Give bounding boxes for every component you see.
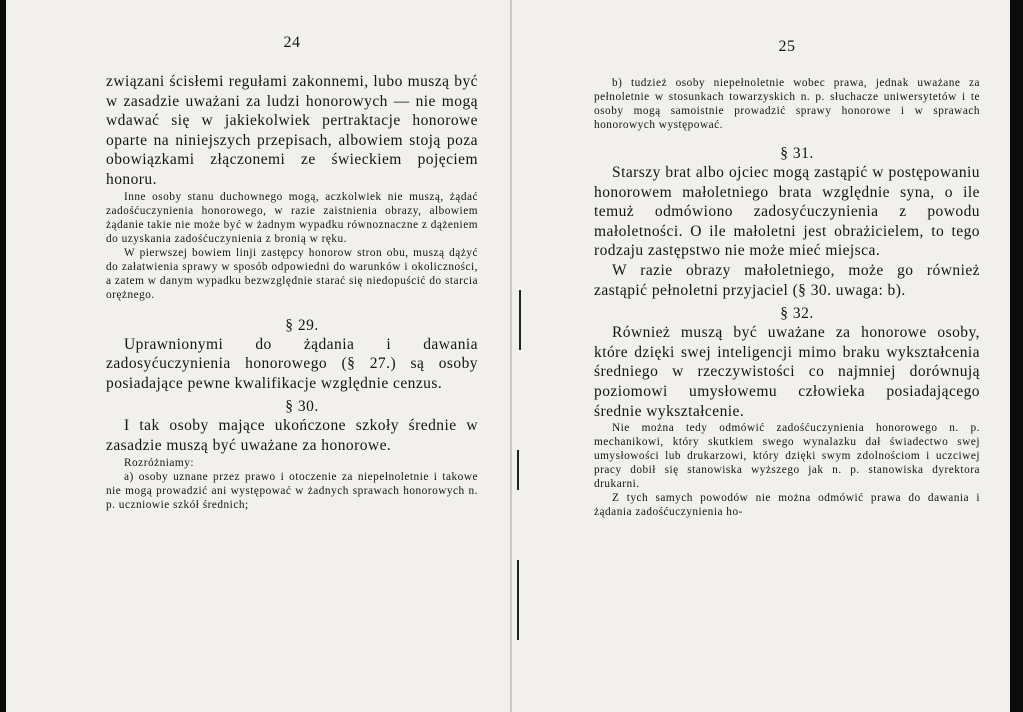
scan-artifact-line xyxy=(517,560,519,640)
page-number-right: 25 xyxy=(778,38,796,55)
paragraph: I tak osoby mające ukończone szkoły średnie w zasadzie muszą być uważane za honorowe. xyxy=(106,417,478,454)
scan-artifact-line xyxy=(519,290,521,350)
small-paragraph: Inne osoby stanu duchownego mogą, aczkolwiek nie muszą, żądać zadośćuczynienia honorowego, w razie zaistnienia obrazy, albowiem żądanie takie nie może być w żadnym wypadku równoznaczne z dążeniem do uzyskania zadośćuczynienia z bronią w ręku. xyxy=(106,190,478,245)
section-heading: § 31. xyxy=(780,145,814,162)
paragraph: związani ścisłemi regułami zakonnemi, lubo muszą być w zasadzie uważani za ludzi honorowych — nie mogą wdawać się w jakiekolwiek pertraktacje honorowe oparte na niniejszych przepisach, albowiem stoją poza obowiązkami złączonemi ze świeckiem pojęciem honoru. xyxy=(106,73,478,188)
section-heading: § 29. xyxy=(285,316,319,334)
small-paragraph: Nie można tedy odmówić zadośćuczynienia honorowego n. p. mechanikowi, który skutkiem swego wynalazku dał świadectwo swej umysłowości lub drukarzowi, który dzięki swym zdolnościom i uczciwej pracy dobił się stanowiska wyższego jak n. p. stanowiska dyrektora drukarni. xyxy=(594,422,980,491)
page-number-left: 24 xyxy=(283,34,301,51)
small-paragraph: W pierwszej bowiem linji zastępcy honorow stron obu, muszą dążyć do załatwienia sprawy w sposób odpowiedni do warunków i okoliczności, a zatem w danym wypadku bezwzględnie starać się niedopuścić do starcia orężnego. xyxy=(106,246,478,301)
left-page xyxy=(6,0,512,712)
section-heading: § 30. xyxy=(285,398,319,416)
paragraph: W razie obrazy małoletniego, może go również zastąpić pełnoletni przyjaciel (§ 30. uwaga: b). xyxy=(594,261,980,299)
left-page-body xyxy=(106,72,478,512)
small-paragraph: Rozróżniamy: xyxy=(124,456,194,469)
right-page-body xyxy=(594,76,980,519)
right-page xyxy=(512,0,1010,712)
scan-artifact-line xyxy=(517,450,519,490)
small-paragraph: b) tudzież osoby niepełnoletnie wobec prawa, jednak uważane za pełnoletnie w stosunkach towarzyskich n. p. słuchacze uniwersytetów i te osoby mogą samoistnie prowadzić sprawy honorowe i w sprawach honorowych występować. xyxy=(594,77,980,131)
section-heading: § 32. xyxy=(780,305,814,323)
paragraph: Również muszą być uważane za honorowe osoby, które dzięki swej inteligencji mimo braku wykształcenia średniego w rzeczywistości co najmniej dorównują poziomowi umysłowemu człowieka posiadającego średnie wykształcenie. xyxy=(594,324,980,420)
right-edge-shadow xyxy=(1010,0,1023,712)
paragraph: Starszy brat albo ojciec mogą zastąpić w postępowaniu honorowem małoletniego brata względnie syna, o ile temuż odmówiono zadosyćuczynienia z powodu małoletności. O ile małoletni jest obrażicielem, to tego rodzaju zastępstwo nie może mieć miejsca. xyxy=(594,164,980,260)
small-paragraph: Z tych samych powodów nie można odmówić prawa do dawania i żądania zadośćuczynienia ho- xyxy=(594,492,980,519)
small-paragraph: a) osoby uznane przez prawo i otoczenie za niepełnoletnie i takowe nie mogą prowadzić ani występować w żadnych sprawach honorowych n. p. uczniowie szkół średnich; xyxy=(106,470,478,511)
paragraph: Uprawnionymi do żądania i dawania zadosyćuczynienia honorowego (§ 27.) są osoby posiadające pewne kwalifikacje względnie cenzus. xyxy=(106,335,478,392)
